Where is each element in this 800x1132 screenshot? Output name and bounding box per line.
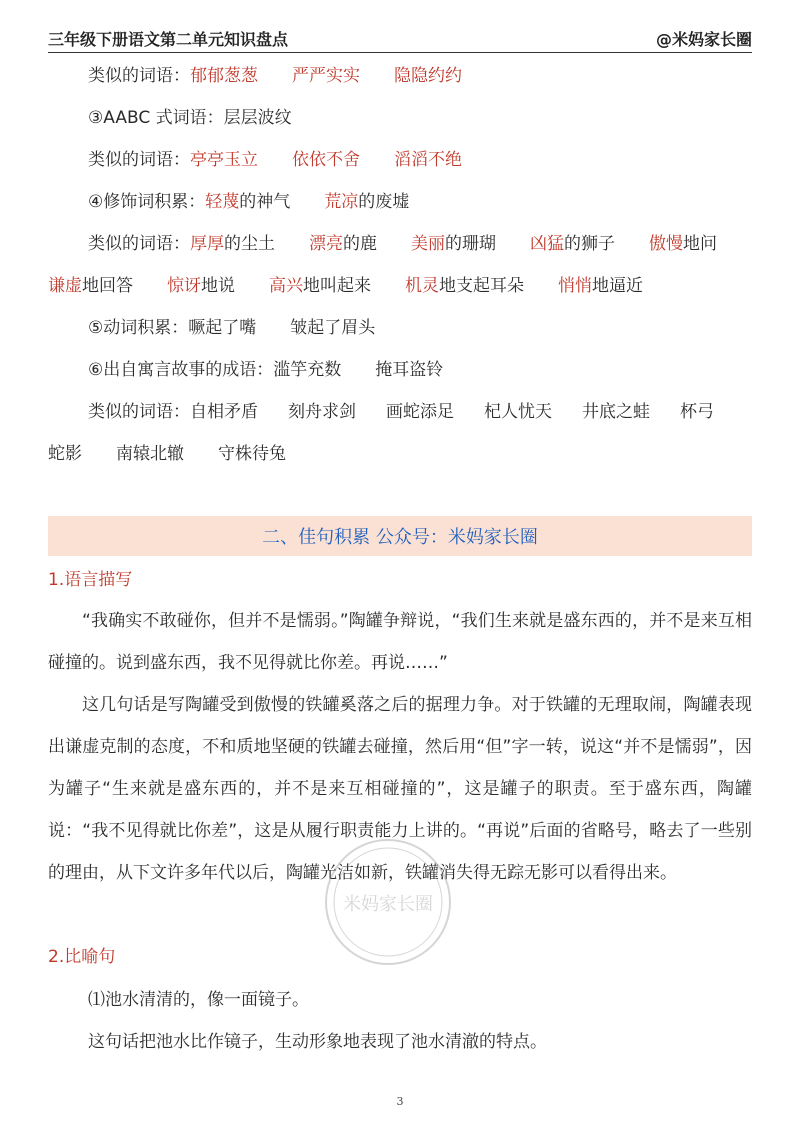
row-label: 类似的词语： [88, 234, 190, 254]
similar-modifiers-row-2 [48, 272, 752, 300]
similar-idioms-row-2 [48, 440, 752, 468]
word-rest: 地逼近 [592, 276, 643, 296]
word-red: 惊讶 [167, 276, 201, 296]
word-item: 郁郁葱葱 [190, 66, 258, 86]
word-item: 蛇影 [48, 444, 82, 464]
word-rest: 的鹿 [343, 234, 377, 254]
verb-words-row [88, 314, 792, 342]
analysis-text: 这几句话是写陶罐受到傲慢的铁罐奚落之后的据理力争。对于铁罐的无理取闹，陶罐表现出谦虚克制的态度，不和质地坚硬的铁罐去碰撞，然后用“但”字一转，说这“并不是懦弱”，因为罐子“生来就是盛东西的，并不是来互相碰撞的”，这是罐子的职责。至于盛东西，陶罐说：“我不见得就比你差”，这是从履行职责能力上讲的。“再说”后面的省略号，略去了一些别的理由，从下文许多年代以后，陶罐光洁如新，铁罐消失得无踪无影可以看得出来。 [48, 695, 752, 883]
similar-words-row-1 [88, 62, 792, 90]
word-item: 杯弓 [680, 402, 714, 422]
row-label: 类似的词语： [88, 150, 190, 170]
quote-text: “我确实不敢碰你，但并不是懦弱。”陶罐争辩说，“我们生来就是盛东西的，并不是来互相碰撞的。说到盛东西，我不见得就比你差。再说……” [48, 611, 752, 673]
word-item: 滔滔不绝 [394, 150, 462, 170]
word-red: 机灵 [405, 276, 439, 296]
modifier-words-row [88, 188, 792, 216]
word-item: 隐隐约约 [394, 66, 462, 86]
word-rest: 地问 [683, 234, 717, 254]
word-red: 厚厚 [190, 234, 224, 254]
word-item: 井底之蛙 [582, 402, 650, 422]
word-rest: 的神气 [239, 192, 291, 212]
word-item: 滥竽充数 [273, 360, 342, 380]
watermark-stamp-icon [318, 832, 458, 972]
word-red: 美丽 [411, 234, 445, 254]
word-rest: 地叫起来 [303, 276, 371, 296]
word-red: 轻蔑 [205, 192, 240, 212]
word-red: 漂亮 [309, 234, 343, 254]
word-red: 谦虚 [48, 276, 82, 296]
word-red: 傲慢 [649, 234, 683, 254]
similar-idioms-row-1 [88, 398, 792, 426]
row-label: 类似的词语： [88, 66, 190, 86]
word-rest: 的尘土 [224, 234, 275, 254]
word-item: 杞人忧天 [484, 402, 552, 422]
similar-words-row-2 [88, 146, 792, 174]
word-item: 掩耳盗铃 [375, 360, 444, 380]
word-rest: 地支起耳朵 [439, 276, 524, 296]
word-rest: 的废墟 [358, 192, 410, 212]
fable-idioms-row [88, 356, 792, 384]
word-item: 刻舟求剑 [288, 402, 356, 422]
row-label: 类似的词语： [88, 402, 190, 422]
word-item: 自相矛盾 [190, 402, 258, 422]
row-label: ④修饰词积累： [88, 192, 206, 212]
section-banner: 二、佳句积累 公众号：米妈家长圈 [48, 516, 752, 556]
quote-passage [48, 600, 752, 684]
page-header [48, 22, 752, 53]
word-rest: 的珊瑚 [445, 234, 496, 254]
word-rest: 的狮子 [564, 234, 615, 254]
word-item: 严严实实 [292, 66, 360, 86]
row-label: ⑤动词积累： [88, 318, 189, 338]
metaphor-example: ⑴池水清清的，像一面镜子。 [88, 990, 309, 1010]
word-item: 南辕北辙 [116, 444, 184, 464]
word-red: 凶猛 [530, 234, 564, 254]
aabc-words-row: ③AABC 式词语：层层波纹 [88, 108, 292, 128]
word-rest: 地说 [201, 276, 235, 296]
word-rest: 地回答 [82, 276, 133, 296]
row-label: ⑥出自寓言故事的成语： [88, 360, 274, 380]
word-item: 画蛇添足 [386, 402, 454, 422]
stamp-text: 米妈家长圈 [343, 894, 433, 915]
word-item: 皱起了眉头 [290, 318, 376, 338]
word-red: 荒凉 [324, 192, 359, 212]
header-account: @米妈家长圈 [655, 30, 752, 49]
word-red: 悄悄 [558, 276, 592, 296]
word-item: 守株待兔 [218, 444, 286, 464]
metaphor-explanation: 这句话把池水比作镜子，生动形象地表现了池水清澈的特点。 [88, 1032, 547, 1052]
word-item: 噘起了嘴 [188, 318, 257, 338]
page-number: 3 [396, 1095, 404, 1108]
word-item: 依依不舍 [292, 150, 360, 170]
word-item: 亭亭玉立 [190, 150, 258, 170]
similar-modifiers-row-1 [88, 230, 792, 258]
heading-language-description: 1.语言描写 [48, 570, 133, 590]
header-title: 三年级下册语文第二单元知识盘点 [48, 30, 289, 49]
word-red: 高兴 [269, 276, 303, 296]
heading-metaphor: 2.比喻句 [48, 947, 116, 967]
